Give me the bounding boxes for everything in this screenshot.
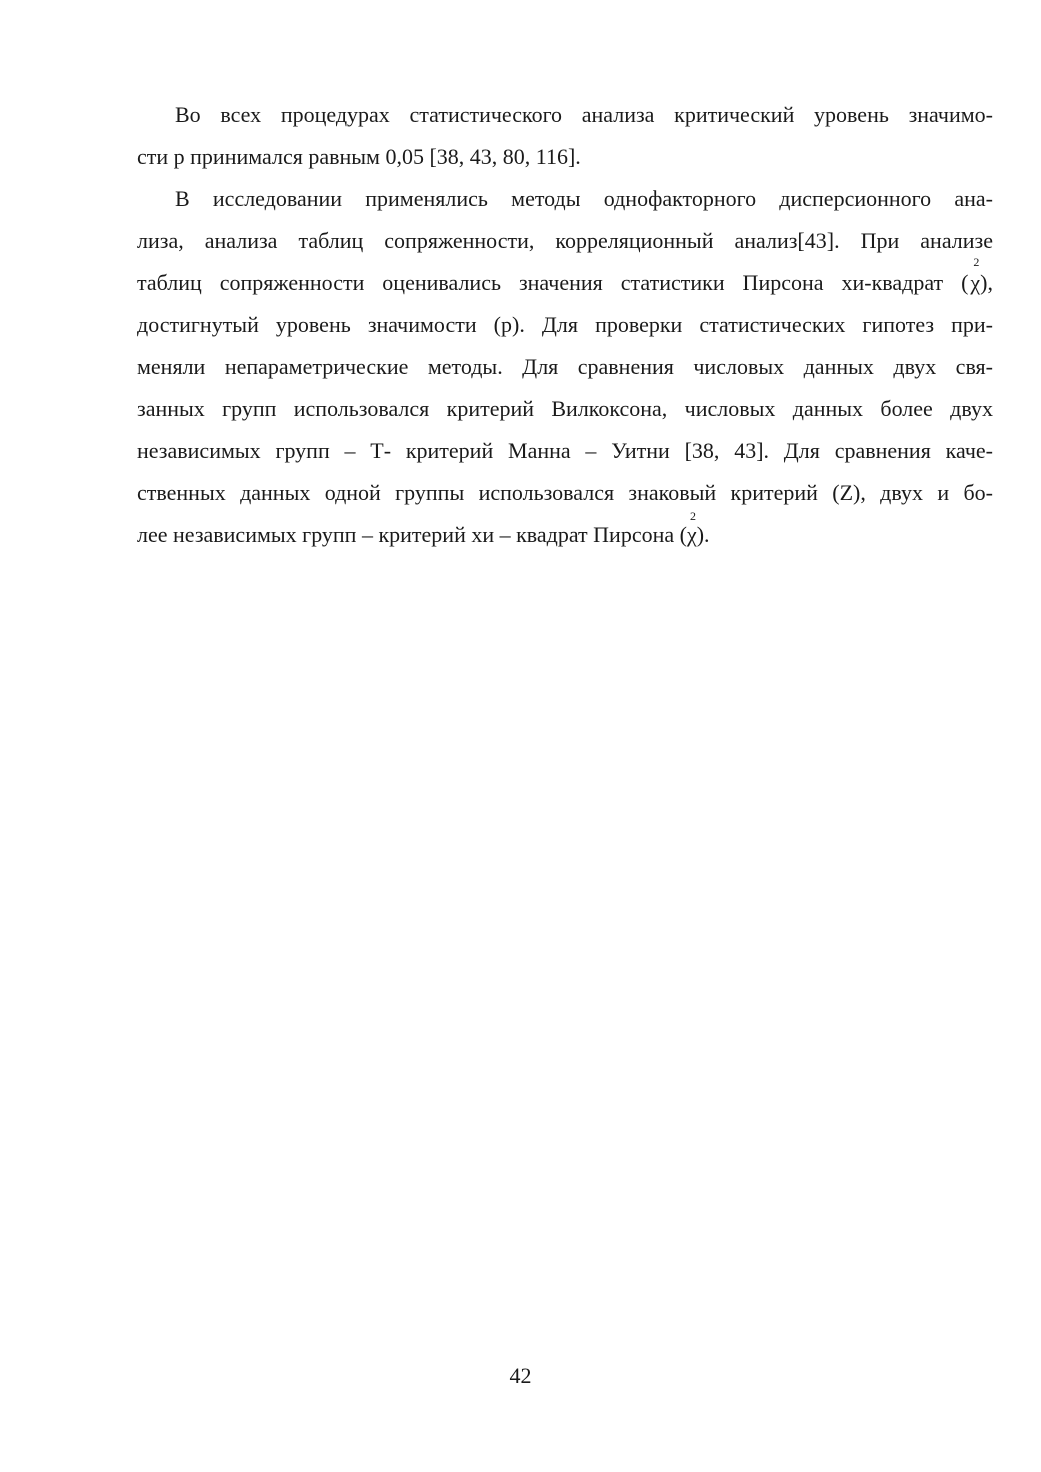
paragraph-2-line-8: ственных данных одной группы использовался знаковый критерий (Z), двух и бо-: [137, 480, 993, 505]
paragraph-2-line-9-text: лее независимых групп – критерий хи – квадрат Пирсона (: [137, 522, 687, 547]
paragraph-1-line-1: Во всех процедурах статистического анализа критический уровень значимо-: [175, 102, 993, 127]
paragraph-2-line-3: [137, 255, 993, 298]
paragraph-1-line-2: сти р принимался равным 0,05 [38, 43, 80, 116].: [137, 144, 581, 169]
chi-square-symbol-2: χ 2: [686, 509, 697, 547]
paragraph-2-line-5: меняли непараметрические методы. Для сравнения числовых данных двух свя-: [137, 354, 993, 379]
chi-square-exponent-2: 2: [689, 509, 696, 523]
chi-square-exponent: 2: [973, 255, 980, 269]
paragraph-2-line-7: независимых групп – Т- критерий Манна – Уитни [38, 43]. Для сравнения каче-: [137, 438, 993, 463]
paragraph-2-line-3-tail: ),: [980, 270, 993, 295]
paragraph-2-line-3-text: таблиц сопряженности оценивались значения статистики Пирсона хи-квадрат (: [137, 270, 969, 295]
paragraph-2-line-4: достигнутый уровень значимости (р). Для проверки статистических гипотез при-: [137, 312, 993, 337]
paragraph-2-line-1: В исследовании применялись методы однофакторного дисперсионного ана-: [175, 186, 993, 211]
paragraph-2-line-2: лиза, анализа таблиц сопряженности, корреляционный анализ[43]. При анализе: [137, 228, 993, 253]
paragraph-2-line-9-tail: ).: [696, 522, 710, 547]
paragraph-2-line-6: занных групп использовался критерий Вилкоксона, числовых данных более двух: [137, 396, 993, 421]
chi-square-symbol: χ 2: [970, 255, 981, 295]
page-number: 42: [509, 1363, 532, 1388]
paragraph-2-line-9: [137, 509, 993, 550]
